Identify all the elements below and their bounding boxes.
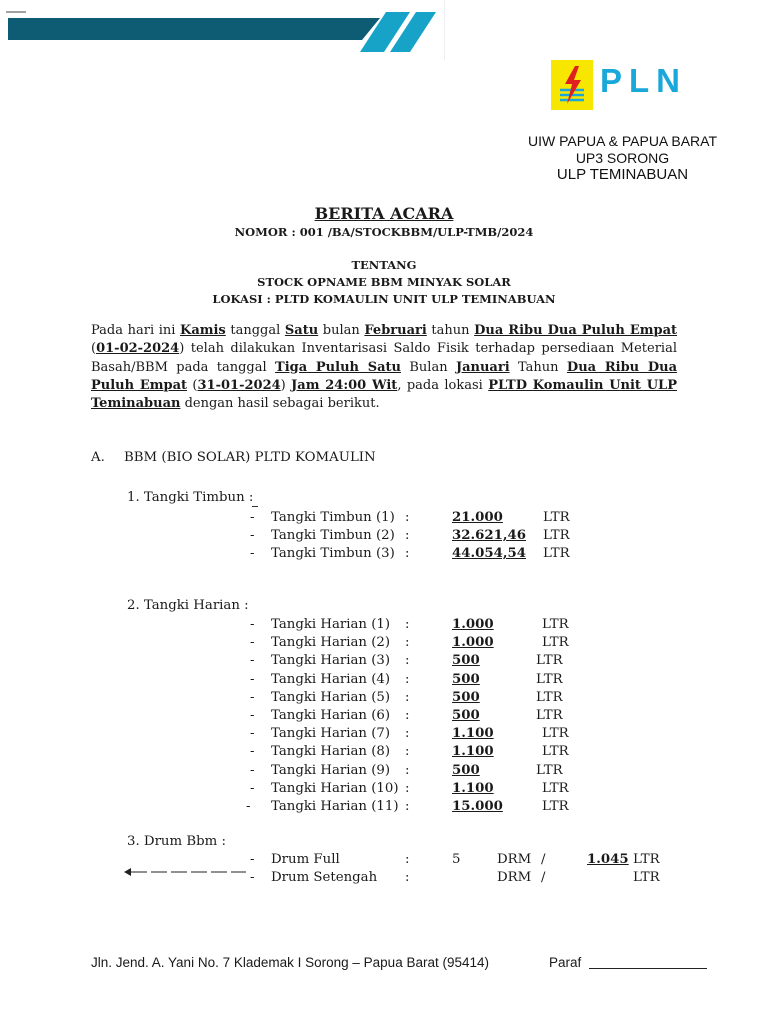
item-dash: - — [250, 617, 255, 632]
item-dash: - — [250, 780, 255, 796]
item-value: 1.100 — [452, 744, 494, 760]
drum-colon: : — [405, 852, 410, 867]
item-value: 15.000 — [452, 799, 503, 814]
item-colon: : — [405, 510, 410, 525]
item-name: Tangki Harian (7) — [271, 726, 391, 742]
item-colon: : — [405, 671, 410, 687]
item-name: Tangki Harian (9) — [271, 762, 391, 778]
prev-date-word: Tiga Puluh Satu — [275, 359, 402, 375]
item-value: 1.000 — [452, 635, 494, 651]
drum-volume-unit: LTR — [633, 852, 660, 867]
month-word: Februari — [364, 323, 427, 338]
location-value: PLTD Komaulin Unit ULP Teminabuan — [91, 377, 677, 412]
item-dash: - — [250, 546, 255, 561]
header-band — [0, 0, 445, 60]
item-name: Tangki Timbun (2) — [271, 528, 395, 543]
item-unit: LTR — [543, 528, 570, 543]
item-name: Tangki Harian (6) — [271, 708, 391, 723]
item-unit: LTR — [536, 708, 563, 723]
item-name: Tangki Timbun (3) — [271, 546, 395, 561]
item-dash: - — [250, 671, 255, 687]
item-dash: - — [250, 689, 255, 705]
item-colon: : — [405, 617, 410, 632]
org-line-2: UP3 SORONG — [575, 150, 670, 166]
group-1-label: 1. Tangki Timbun : — [127, 490, 254, 505]
org-line-1: UIW PAPUA & PAPUA BARAT — [527, 133, 718, 149]
item-value: 32.621,46 — [452, 528, 527, 543]
item-colon: : — [405, 780, 410, 796]
item-value: 500 — [452, 762, 480, 778]
item-dash: - — [250, 708, 255, 723]
item-unit: LTR — [542, 635, 569, 651]
date-word: Satu — [284, 323, 319, 338]
group-3-label: 3. Drum Bbm : — [127, 834, 226, 849]
drum-dash: - — [250, 852, 255, 867]
item-unit: LTR — [543, 546, 570, 561]
item-unit: LTR — [542, 744, 569, 760]
item-value: 500 — [452, 671, 480, 687]
item-value: 500 — [452, 653, 480, 669]
footer-address: Jln. Jend. A. Yani No. 7 Klademak I Sorong – Papua Barat (95414) — [91, 955, 489, 970]
item-unit: LTR — [542, 726, 569, 742]
pln-logo-icon — [551, 60, 593, 110]
band-dark — [8, 18, 380, 40]
item-name: Tangki Harian (1) — [271, 617, 391, 632]
item-name: Tangki Harian (2) — [271, 635, 391, 651]
drum-unit: DRM — [497, 852, 532, 867]
prev-date-number: 31-01-2024 — [197, 377, 281, 393]
item-name: Tangki Harian (3) — [271, 653, 391, 669]
item-value: 21.000 — [452, 510, 503, 525]
item-dash: - — [250, 653, 255, 669]
item-value: 500 — [452, 708, 480, 723]
arrow-left-icon — [124, 866, 248, 878]
logo-text: PLN — [600, 62, 687, 99]
paraf-signature-line — [589, 968, 707, 969]
drum-volume: 1.045 — [587, 852, 629, 867]
drum-count: 5 — [452, 852, 461, 867]
item-colon: : — [405, 528, 410, 543]
item-colon: : — [405, 708, 410, 723]
item-unit: LTR — [543, 510, 570, 525]
day-word: Kamis — [180, 323, 226, 338]
item-colon: : — [405, 635, 410, 651]
item-colon: : — [405, 744, 410, 760]
item-dash: - — [250, 528, 255, 543]
item-dash: - — [250, 726, 255, 742]
intro-paragraph: Pada hari ini Kamis tanggal Satu bulan Februari tahun Dua Ribu Dua Puluh Empat (01-02-2024) telah dilakukan Inventarisasi Saldo Fisik terhadap persediaan Meterial Basah/BBM pada tanggal Tiga Puluh Satu Bulan Januari Tahun Dua Ribu Dua Puluh Empat (31-01-2024) Jam 24:00 Wit, pada lokasi PLTD Komaulin Unit ULP Teminabuan dengan hasil sebagai berikut. — [91, 323, 678, 412]
drum-slash: / — [541, 852, 546, 867]
item-dash: - — [250, 635, 255, 651]
item-dash: - — [246, 799, 251, 814]
item-unit: LTR — [536, 653, 563, 669]
drum-slash: / — [541, 870, 546, 885]
drum-unit: DRM — [497, 870, 532, 885]
year-word: Dua Ribu Dua Puluh Empat — [474, 323, 678, 338]
prev-month-word: Januari — [455, 359, 510, 375]
item-unit: LTR — [542, 799, 569, 814]
paraf-label: Paraf — [549, 955, 582, 970]
item-colon: : — [405, 726, 410, 742]
item-unit: LTR — [542, 617, 569, 632]
item-dash: - — [250, 744, 255, 760]
item-colon: : — [405, 762, 410, 778]
item-value: 500 — [452, 689, 480, 705]
group-2-label: 2. Tangki Harian : — [127, 598, 249, 613]
date-number: 01-02-2024 — [96, 341, 180, 357]
item-dash: - — [250, 510, 255, 525]
item-colon: : — [405, 689, 410, 705]
item-name: Tangki Harian (5) — [271, 689, 391, 705]
org-line-3: ULP TEMINABUAN — [556, 166, 689, 183]
item-name: Tangki Harian (10) — [271, 780, 399, 796]
item-name: Tangki Harian (11) — [271, 799, 399, 814]
drum-colon: : — [405, 870, 410, 885]
drum-dash: - — [250, 870, 255, 885]
tentang-label: TENTANG — [351, 258, 417, 272]
item-dash: - — [250, 762, 255, 778]
item-name: Tangki Harian (4) — [271, 671, 391, 687]
item-colon: : — [405, 653, 410, 669]
drum-name: Drum Setengah — [271, 870, 378, 885]
item-colon: : — [405, 546, 410, 561]
item-value: 1.100 — [452, 726, 494, 742]
item-colon: : — [405, 799, 410, 814]
time-value: Jam 24:00 Wit — [291, 377, 398, 393]
item-unit: LTR — [536, 762, 563, 778]
item-unit: LTR — [536, 689, 563, 705]
item-name: Tangki Timbun (1) — [271, 510, 395, 525]
group-1-label-underline — [252, 506, 258, 507]
document-number: NOMOR : 001 /BA/STOCKBBM/ULP-TMB/2024 — [234, 225, 534, 239]
item-value: 1.000 — [452, 617, 494, 632]
item-value: 44.054,54 — [452, 546, 527, 561]
item-unit: LTR — [542, 780, 569, 796]
drum-volume-unit: LTR — [633, 870, 660, 885]
page-title: BERITA ACARA — [314, 204, 454, 223]
section-a-title: BBM (BIO SOLAR) PLTD KOMAULIN — [124, 450, 376, 465]
item-unit: LTR — [536, 671, 563, 687]
location-line: LOKASI : PLTD KOMAULIN UNIT ULP TEMINABUAN — [212, 292, 556, 306]
prev-year-word: Dua Ribu Dua Puluh Empat — [91, 359, 678, 393]
item-value: 1.100 — [452, 780, 494, 796]
item-name: Tangki Harian (8) — [271, 744, 391, 760]
section-a-letter: A. — [91, 450, 105, 465]
drum-name: Drum Full — [271, 852, 340, 867]
subject-line: STOCK OPNAME BBM MINYAK SOLAR — [257, 275, 511, 289]
